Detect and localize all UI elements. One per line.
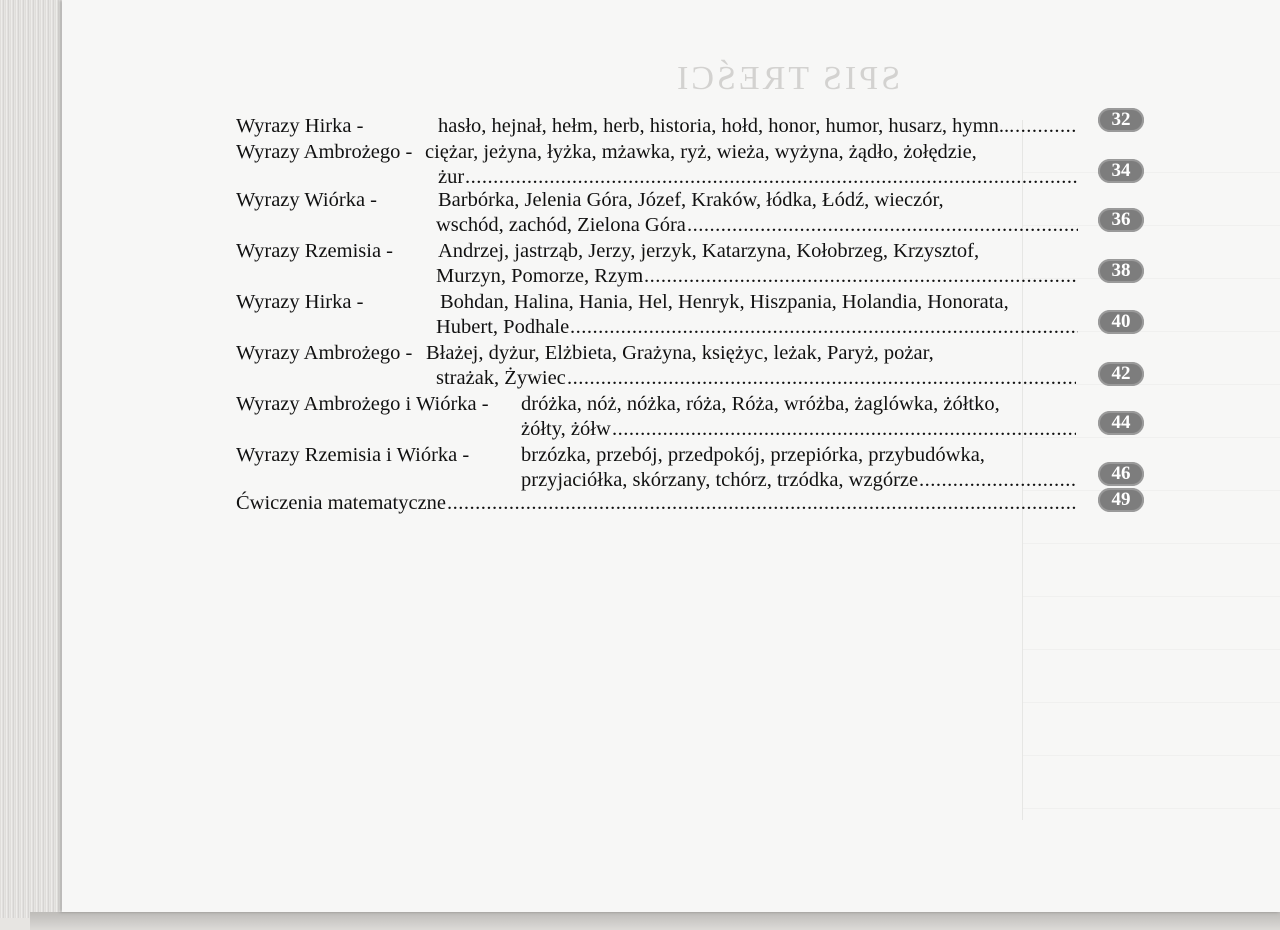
page-number-badge: 44: [1098, 411, 1144, 435]
toc-entry-words-continued: Murzyn, Pomorze, Rzym: [436, 265, 644, 287]
page-number-badge: 34: [1098, 159, 1144, 183]
toc-entry-words: ciężar, jeżyna, łyżka, mżawka, ryż, wieża, wyżyna, żądło, żołędzie,: [425, 141, 977, 163]
toc-entry-words: Barbórka, Jelenia Góra, Józef, Kraków, łódka, Łódź, wieczór,: [438, 189, 944, 211]
page-number-badge: 38: [1098, 259, 1144, 283]
dot-leader: [570, 314, 1078, 340]
toc-entry-label: Wyrazy Hirka -: [236, 291, 364, 313]
page-number-badge: 40: [1098, 310, 1144, 334]
toc-entry-words: Bohdan, Halina, Hania, Hel, Henryk, Hiszpania, Holandia, Honorata,: [440, 291, 1009, 313]
dot-leader: [612, 416, 1076, 442]
dot-leader: [644, 263, 1078, 289]
toc-entry-words-continued: żółty, żółw: [521, 418, 611, 440]
scanner-edge: [30, 912, 1280, 930]
dot-leader: [1015, 113, 1078, 139]
dot-leader: [447, 490, 1078, 516]
toc-entry-words: hasło, hejnał, hełm, herb, historia, hołd, honor, humor, husarz, hymn...: [438, 115, 1015, 137]
toc-entry-words-continued: przyjaciółka, skórzany, tchórz, trzódka, wzgórze: [521, 469, 919, 491]
show-through-heading: SPIS TREŚCI: [674, 60, 901, 97]
page-edges: [0, 0, 70, 918]
toc-entry-words: Błażej, dyżur, Elżbieta, Grażyna, księżyc, leżak, Paryż, pożar,: [426, 342, 934, 364]
toc-entry-words: brzózka, przebój, przedpokój, przepiórka, przybudówka,: [521, 444, 985, 466]
page-number-badge: 49: [1098, 488, 1144, 512]
toc-entry-label: Wyrazy Wiórka -: [236, 189, 377, 211]
toc-entry-label: Wyrazy Ambrożego -: [236, 342, 413, 364]
toc-entry-words: dróżka, nóż, nóżka, róża, Róża, wróżba, żaglówka, żółtko,: [521, 393, 1000, 415]
dot-leader: [687, 212, 1078, 238]
toc-entry-label: Wyrazy Rzemisia -: [236, 240, 394, 262]
page-number-badge: 42: [1098, 362, 1144, 386]
toc-entry-words-continued: strażak, Żywiec: [436, 367, 566, 389]
toc-entry-label: Wyrazy Rzemisia i Wiórka -: [236, 444, 470, 466]
page-number-badge: 36: [1098, 208, 1144, 232]
toc-entry-words-continued: Hubert, Podhale: [436, 316, 570, 338]
toc-entry-label: Wyrazy Hirka -: [236, 115, 364, 137]
toc-entry-words: Andrzej, jastrząb, Jerzy, jerzyk, Katarzyna, Kołobrzeg, Krzysztof,: [438, 240, 980, 262]
toc-entry-label: Wyrazy Ambrożego i Wiórka -: [236, 393, 489, 415]
page-number-badge: 46: [1098, 462, 1144, 486]
toc-entry-words-continued: wschód, zachód, Zielona Góra: [436, 214, 686, 236]
toc-entry-label: Wyrazy Ambrożego -: [236, 141, 413, 163]
page-number-badge: 32: [1098, 108, 1144, 132]
toc-entry-label: Ćwiczenia matematyczne: [236, 492, 447, 514]
toc-entry-words-continued: żur: [438, 166, 465, 188]
dot-leader: [567, 365, 1076, 391]
